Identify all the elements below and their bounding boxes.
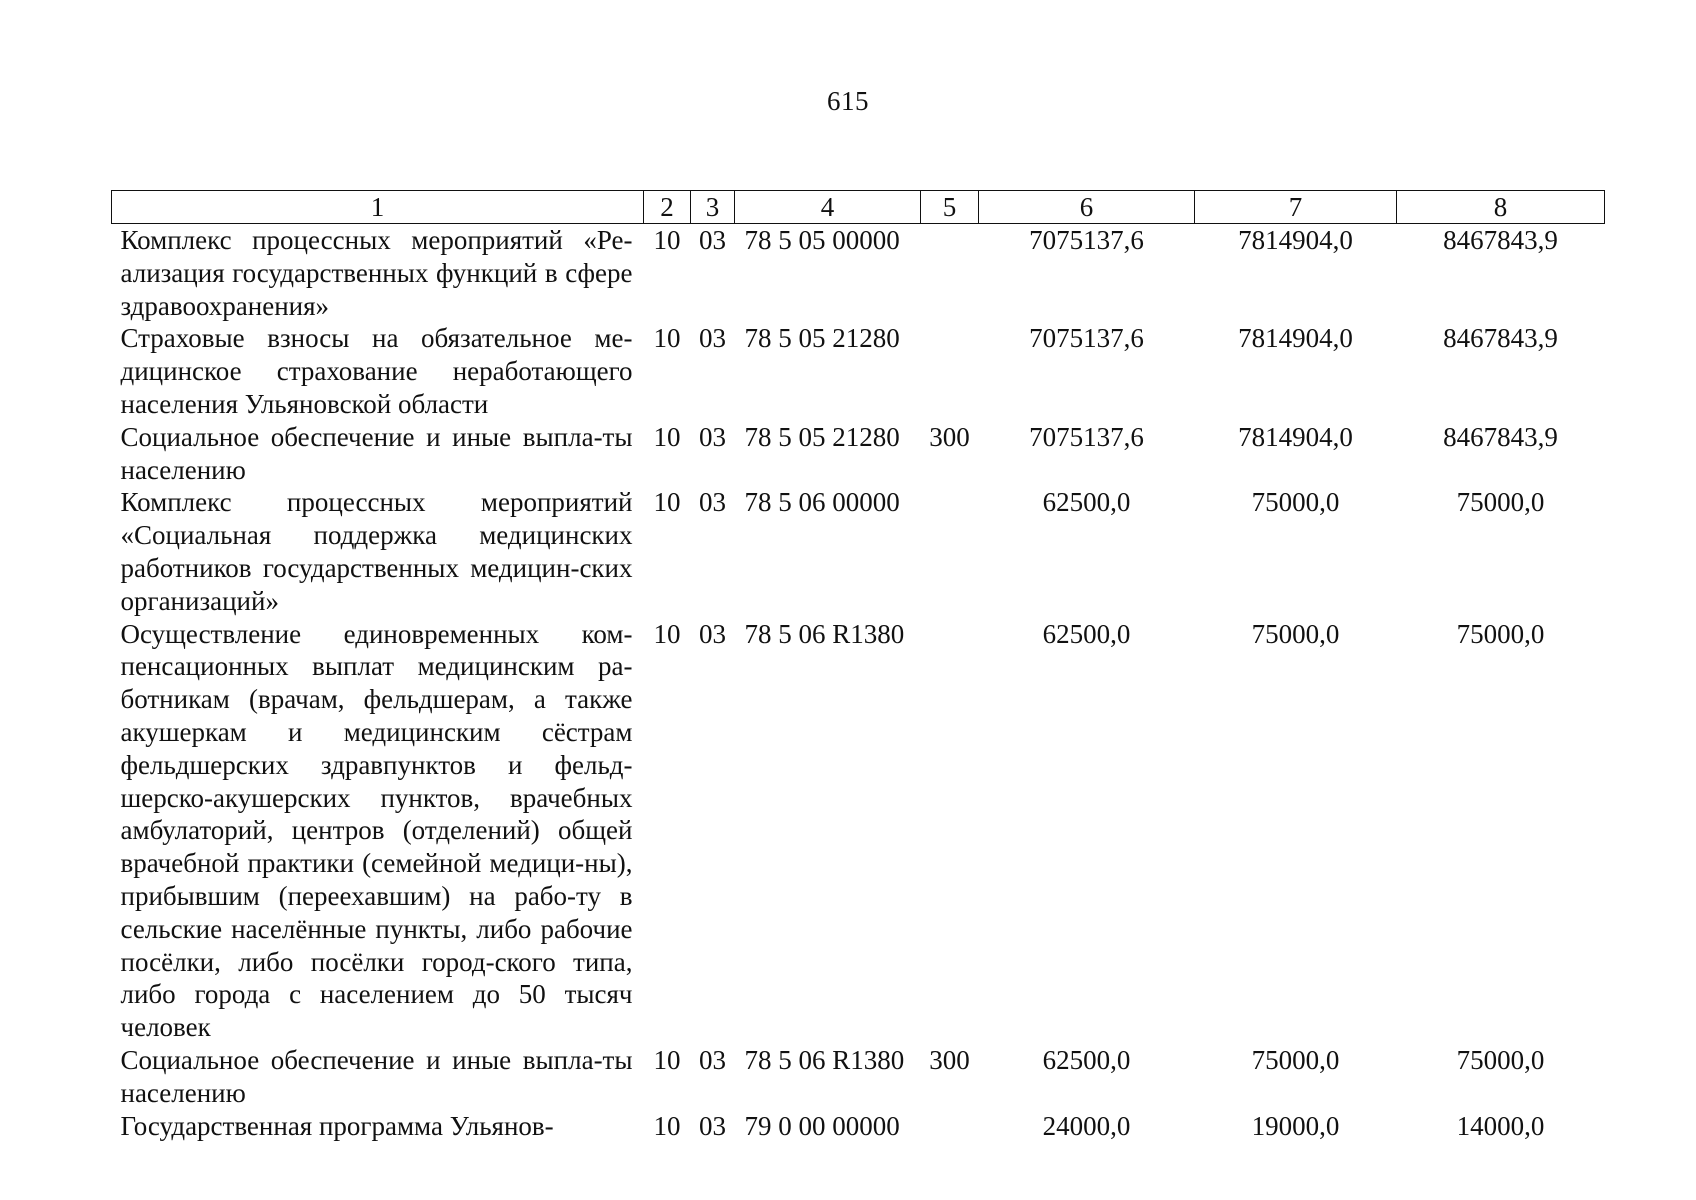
target-article-code: 78 5 06 R1380 bbox=[744, 1044, 905, 1075]
table-row bbox=[112, 1110, 1605, 1143]
amount-col6: 7075137,6 bbox=[1029, 225, 1144, 255]
expense-type-code bbox=[921, 224, 979, 323]
amount-col6: 62500,0 bbox=[1042, 487, 1131, 518]
expense-type-code bbox=[921, 486, 979, 617]
row-description: Комплекс процессных мероприятий «Социальная поддержка медицинских работников государственных медицин-ских организаций» bbox=[120, 487, 633, 616]
target-article-code: 78 5 05 21280 bbox=[744, 323, 900, 354]
page-number: 615 bbox=[827, 86, 869, 116]
header-row bbox=[112, 191, 1605, 224]
section-code: 10 bbox=[653, 323, 681, 354]
target-article-code: 78 5 06 R1380 bbox=[744, 618, 905, 649]
row-description: Социальное обеспечение и иные выпла-ты населению bbox=[120, 421, 633, 485]
amount-col6: 7075137,6 bbox=[1029, 323, 1144, 354]
expense-type-code bbox=[921, 1110, 979, 1143]
target-article-code: 79 0 00 00000 bbox=[744, 1110, 900, 1141]
amount-col6: 24000,0 bbox=[1042, 1110, 1131, 1141]
expense-type-code bbox=[921, 618, 979, 1044]
amount-col6: 7075137,6 bbox=[1029, 421, 1144, 452]
column-header: 7 bbox=[1195, 191, 1397, 224]
table-row bbox=[112, 1044, 1605, 1110]
budget-table bbox=[111, 190, 1605, 1142]
amount-col8: 14000,0 bbox=[1456, 1110, 1545, 1141]
amount-col8: 8467843,9 bbox=[1443, 323, 1558, 354]
row-description: Комплекс процессных мероприятий «Ре-ализация государственных функций в сфере здравоохранения» bbox=[120, 225, 633, 321]
table-row bbox=[112, 486, 1605, 617]
column-header: 4 bbox=[735, 191, 921, 224]
section-code: 10 bbox=[653, 1044, 681, 1075]
amount-col7: 75000,0 bbox=[1251, 1044, 1340, 1075]
amount-col7: 7814904,0 bbox=[1238, 225, 1353, 255]
column-header: 8 bbox=[1397, 191, 1605, 224]
row-description: Осуществление единовременных ком-пенсационных выплат медицинским ра-ботникам (врачам, фельдшерам, а также акушеркам и медицинским сёстрам фельдшерских здравпунктов и фельд-шерско-акушерских пунктов, врачебных амбулаторий, центров (отделений) общей врачебной практики (семейной медици-ны), прибывшим (переехавшим) на рабо-ту в сельские населённые пункты, либо рабочие посёлки, либо посёлки город-ского типа, либо города с населением до 50 тысяч человек bbox=[120, 618, 633, 1043]
row-description: Страховые взносы на обязательное ме-дицинское страхование неработающего населения Ульяновской области bbox=[120, 323, 633, 419]
amount-col7: 75000,0 bbox=[1251, 618, 1340, 649]
target-article-code: 78 5 05 21280 bbox=[744, 421, 900, 452]
row-description: Социальное обеспечение и иные выпла-ты населению bbox=[120, 1044, 633, 1108]
amount-col7: 7814904,0 bbox=[1238, 421, 1353, 452]
table-row bbox=[112, 224, 1605, 323]
column-header: 1 bbox=[112, 191, 644, 224]
amount-col7: 75000,0 bbox=[1251, 487, 1340, 518]
amount-col8: 75000,0 bbox=[1456, 618, 1545, 649]
section-code: 10 bbox=[653, 487, 681, 518]
amount-col6: 62500,0 bbox=[1042, 618, 1131, 649]
subsection-code: 03 bbox=[699, 487, 726, 518]
amount-col6: 62500,0 bbox=[1042, 1044, 1131, 1075]
amount-col8: 8467843,9 bbox=[1443, 421, 1558, 452]
subsection-code: 03 bbox=[699, 323, 726, 354]
table-row bbox=[112, 421, 1605, 487]
amount-col8: 8467843,9 bbox=[1443, 225, 1558, 255]
subsection-code: 03 bbox=[699, 225, 726, 255]
section-code: 10 bbox=[653, 1110, 681, 1141]
subsection-code: 03 bbox=[699, 421, 726, 452]
column-header: 6 bbox=[979, 191, 1195, 224]
section-code: 10 bbox=[653, 225, 681, 255]
table-row bbox=[112, 618, 1605, 1044]
expense-type-code bbox=[921, 322, 979, 420]
expense-type-code: 300 bbox=[929, 1044, 970, 1075]
column-header: 2 bbox=[644, 191, 691, 224]
target-article-code: 78 5 05 00000 bbox=[744, 225, 900, 255]
column-header: 5 bbox=[921, 191, 979, 224]
subsection-code: 03 bbox=[699, 618, 726, 649]
section-code: 10 bbox=[653, 618, 681, 649]
table-row bbox=[112, 322, 1605, 420]
column-header: 3 bbox=[691, 191, 735, 224]
row-description: Государственная программа Ульянов- bbox=[120, 1110, 554, 1141]
subsection-code: 03 bbox=[699, 1110, 726, 1141]
subsection-code: 03 bbox=[699, 1044, 726, 1075]
target-article-code: 78 5 06 00000 bbox=[744, 487, 900, 518]
amount-col7: 19000,0 bbox=[1251, 1110, 1340, 1141]
amount-col7: 7814904,0 bbox=[1238, 323, 1353, 354]
expense-type-code: 300 bbox=[929, 421, 970, 452]
amount-col8: 75000,0 bbox=[1456, 487, 1545, 518]
amount-col8: 75000,0 bbox=[1456, 1044, 1545, 1075]
section-code: 10 bbox=[653, 421, 681, 452]
